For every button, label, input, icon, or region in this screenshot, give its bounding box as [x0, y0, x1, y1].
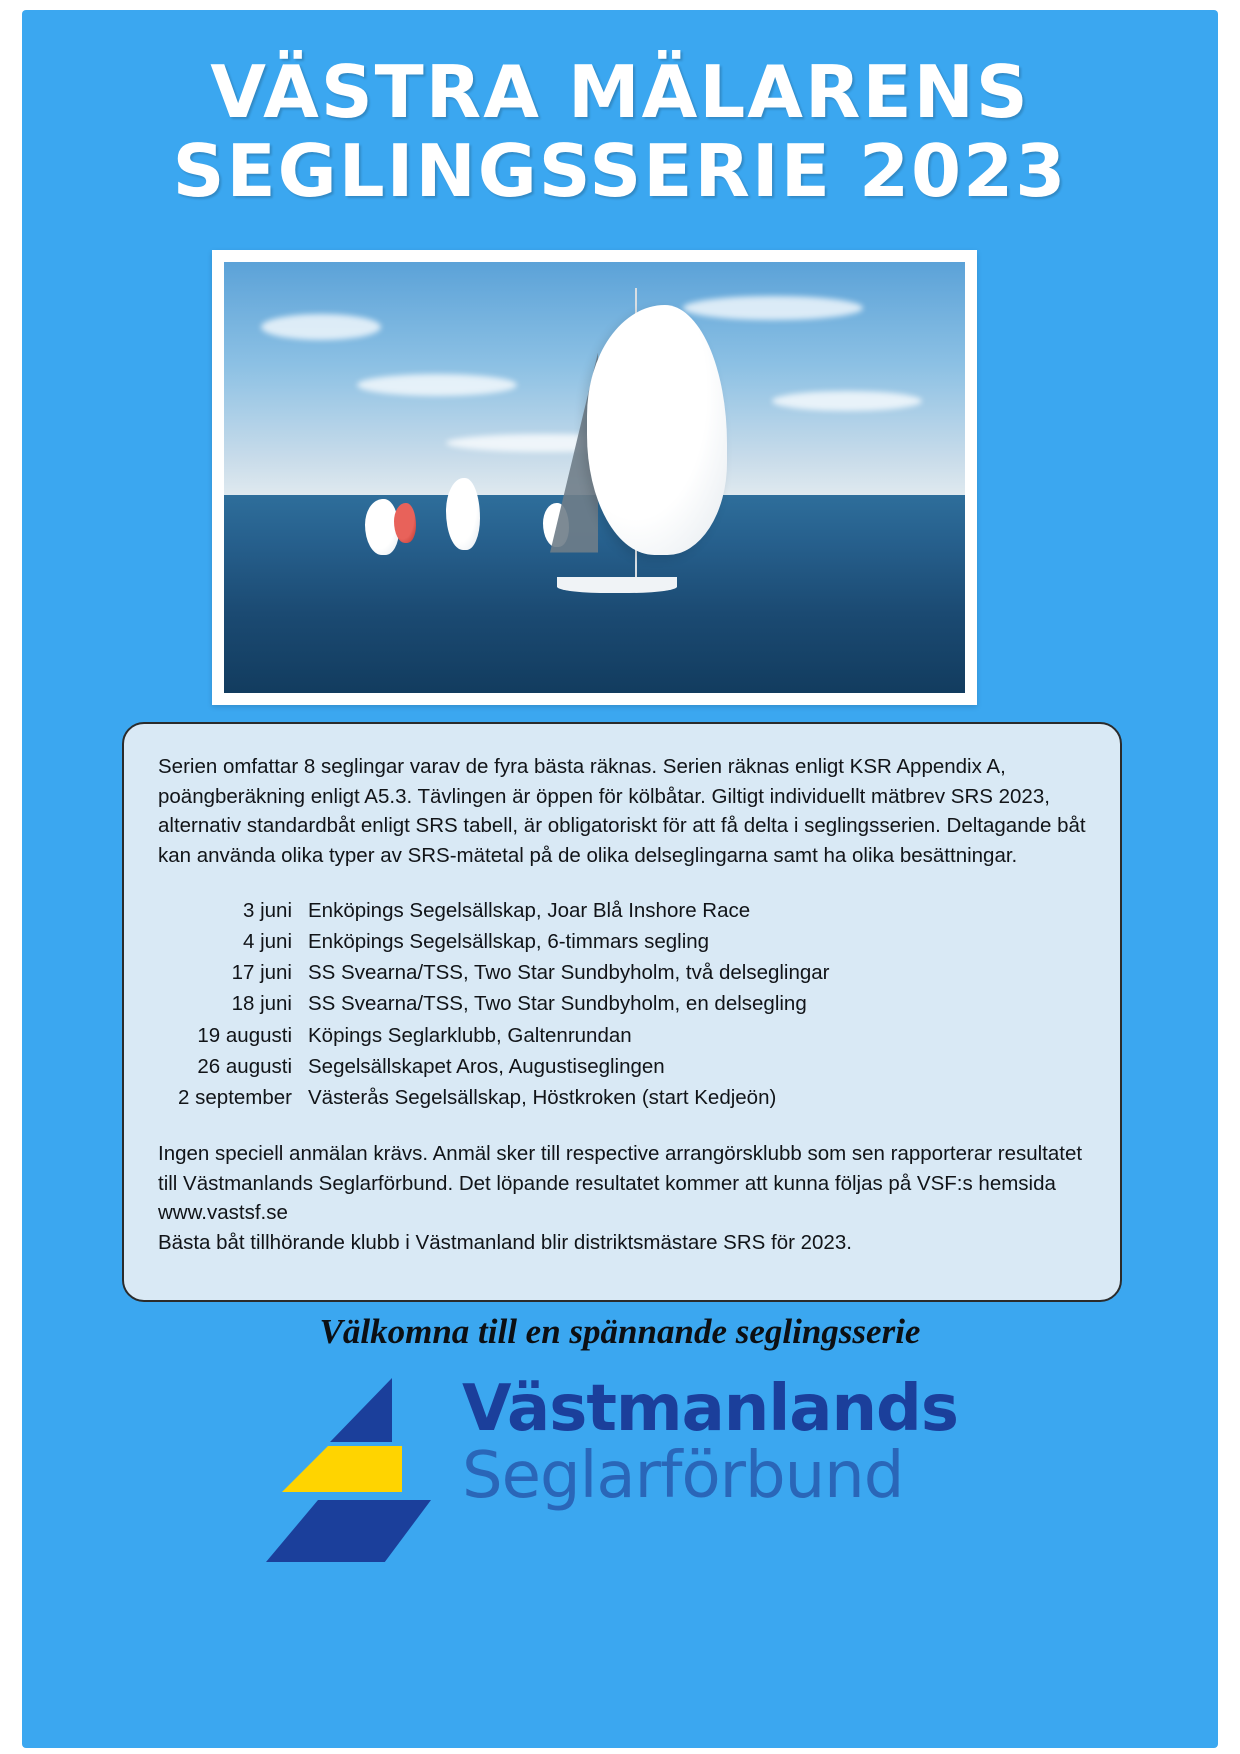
- logo-line-1: Västmanlands: [462, 1372, 958, 1446]
- list-item: [158, 957, 1086, 988]
- schedule-description: Segelsällskapet Aros, Augustiseglingen: [308, 1054, 665, 1078]
- schedule-description: Enköpings Segelsällskap, Joar Blå Inshore Race: [308, 898, 751, 922]
- list-item: [158, 895, 1086, 926]
- intro-text: Serien omfattar 8 seglingar varav de fyra bästa räknas. Serien räknas enligt KSR Appendix A, poängberäkning enligt A5.3. Tävlingen är öppen för kölbåtar. Giltigt individuellt mätbrev SRS 2023, alternativ standardbåt enligt SRS tabell, är obligatoriskt för att få delta i seglingsserien. Deltagande båt kan använda olika typer av SRS-mätetal på de olika delseglingarna samt ha olika besättningar.: [158, 755, 1086, 868]
- outro-paragraph-1: Ingen speciell anmälan krävs. Anmäl sker till respective arrangörsklubb som sen rapporterar resultatet till Västmanlands Seglarförbund. Det löpande resultatet kommer att kunna följas på VSF:s hemsida www.vastsf.se: [158, 1141, 1083, 1225]
- schedule-list: [158, 895, 1086, 1113]
- schedule-description: SS Svearna/TSS, Two Star Sundbyholm, en delsegling: [308, 992, 807, 1016]
- outro-paragraph-2: Bästa båt tillhörande klubb i Västmanland blir distriktsmästare SRS för 2023.: [158, 1231, 852, 1255]
- title-line-1: VÄSTRA MÄLARENS: [210, 50, 1030, 134]
- distant-boat: [446, 478, 480, 550]
- welcome-text: Välkomna till en spännande seglingsserie: [319, 1312, 921, 1351]
- schedule-description: Köpings Seglarklubb, Galtenrundan: [308, 1023, 632, 1047]
- vastmanlands-seglarforbund-logo: [266, 1370, 966, 1575]
- outro-text: [158, 1139, 1086, 1258]
- schedule-date: 17 juni: [231, 961, 292, 985]
- sailboats-photo: [224, 262, 965, 693]
- distant-boat-red: [394, 503, 416, 543]
- logo-line-2: Seglarförbund: [462, 1439, 904, 1514]
- cloud-icon: [357, 374, 517, 396]
- photo-frame: [212, 250, 977, 705]
- schedule-date: 2 september: [178, 1085, 292, 1109]
- hull: [557, 577, 677, 593]
- cloud-icon: [261, 314, 381, 340]
- title-line-2: SEGLINGSSERIE 2023: [172, 129, 1068, 214]
- list-item: [158, 926, 1086, 957]
- schedule-date: 3 juni: [242, 898, 292, 922]
- sail-logo-icon: [266, 1378, 446, 1568]
- poster: [22, 10, 1218, 1748]
- poster-title: [22, 50, 1218, 214]
- schedule-description: Västerås Segelsällskap, Höstkroken (start Kedjeön): [308, 1085, 777, 1109]
- logo-yellow-shape: [282, 1446, 402, 1492]
- list-item: [158, 988, 1086, 1019]
- logo-wordmark: [462, 1372, 962, 1514]
- schedule-date: 4 juni: [242, 930, 292, 954]
- logo-blue-triangle: [330, 1378, 392, 1442]
- list-item: [158, 1051, 1086, 1082]
- schedule-date: 19 augusti: [197, 1023, 292, 1047]
- list-item: [158, 1082, 1086, 1113]
- spinnaker: [587, 305, 727, 555]
- schedule-description: SS Svearna/TSS, Two Star Sundbyholm, två delseglingar: [308, 961, 830, 985]
- list-item: [158, 1020, 1086, 1051]
- schedule-description: Enköpings Segelsällskap, 6-timmars segling: [308, 930, 710, 954]
- schedule-date: 18 juni: [231, 992, 292, 1016]
- schedule-date: 26 augusti: [197, 1054, 292, 1078]
- info-card: [122, 722, 1122, 1302]
- logo-blue-shape: [266, 1500, 431, 1562]
